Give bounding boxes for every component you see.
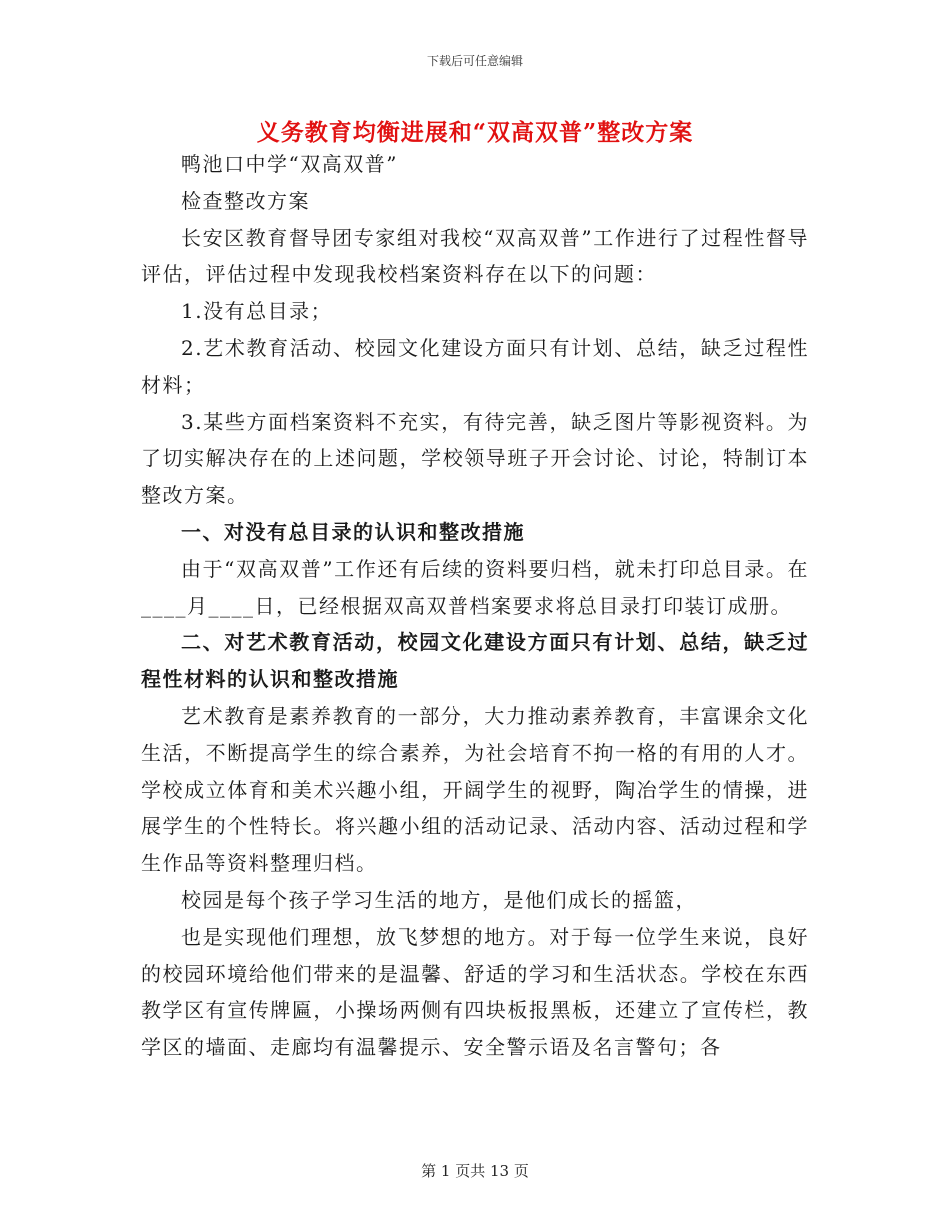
section-2-paragraph-2: 校园是每个孩子学习生活的地方，是他们成长的摇篮， [181,887,697,912]
document-title: 义务教育均衡进展和“双高双普”整改方案 [256,119,694,146]
section-heading-1: 一、对没有总目录的认识和整改措施 [181,519,525,544]
page-header: 下载后可任意编辑 [426,54,523,68]
problem-item-2: 2.艺术教育活动、校园文化建设方面只有计划、总结，缺乏过程性材料； [141,335,809,397]
section-2-paragraph-1: 艺术教育是素养教育的一部分，大力推动素养教育，丰富课余文化生活，不断提高学生的综合素养，为社会培育不拘一格的有用的人才。学校成立体育和美术兴趣小组，开阔学生的视野，陶冶学生的情操，进展学生的个性特长。将兴趣小组的活动记录、活动内容、活动过程和学生作品等资料整理归档。 [141,703,809,876]
page-footer: 第 1 页共 13 页 [421,1162,529,1180]
section-heading-2: 二、对艺术教育活动，校园文化建设方面只有计划、总结，缺乏过程性材料的认识和整改措施 [141,630,809,692]
section-2-paragraph-3: 也是实现他们理想，放飞梦想的地方。对于每一位学生来说，良好的校园环境给他们带来的是温馨、舒适的学习和生活状态。学校在东西教学区有宣传牌匾，小操场两侧有四块板报黑板，还建立了宣传栏，教学区的墙面、走廊均有温馨提示、安全警示语及名言警句；各 [141,924,809,1060]
section-1-paragraph: 由于“双高双普”工作还有后续的资料要归档，就未打印总目录。在____月____日，已经根据双高双普档案要求将总目录打印装订成册。 [141,556,809,618]
problem-item-3: 3.某些方面档案资料不充实，有待完善，缺乏图片等影视资料。为了切实解决存在的上述问题，学校领导班子开会讨论、讨论，特制订本整改方案。 [141,409,809,508]
problem-item-1: 1.没有总目录； [181,299,333,324]
school-name-line: 鸭池口中学“双高双普” [181,152,398,176]
plan-subtitle-line: 检查整改方案 [181,188,310,213]
document-body [141,146,809,1066]
intro-paragraph: 长安区教育督导团专家组对我校“双高双普”工作进行了过程性督导评估，评估过程中发现我校档案资料存在以下的问题： [141,225,809,287]
